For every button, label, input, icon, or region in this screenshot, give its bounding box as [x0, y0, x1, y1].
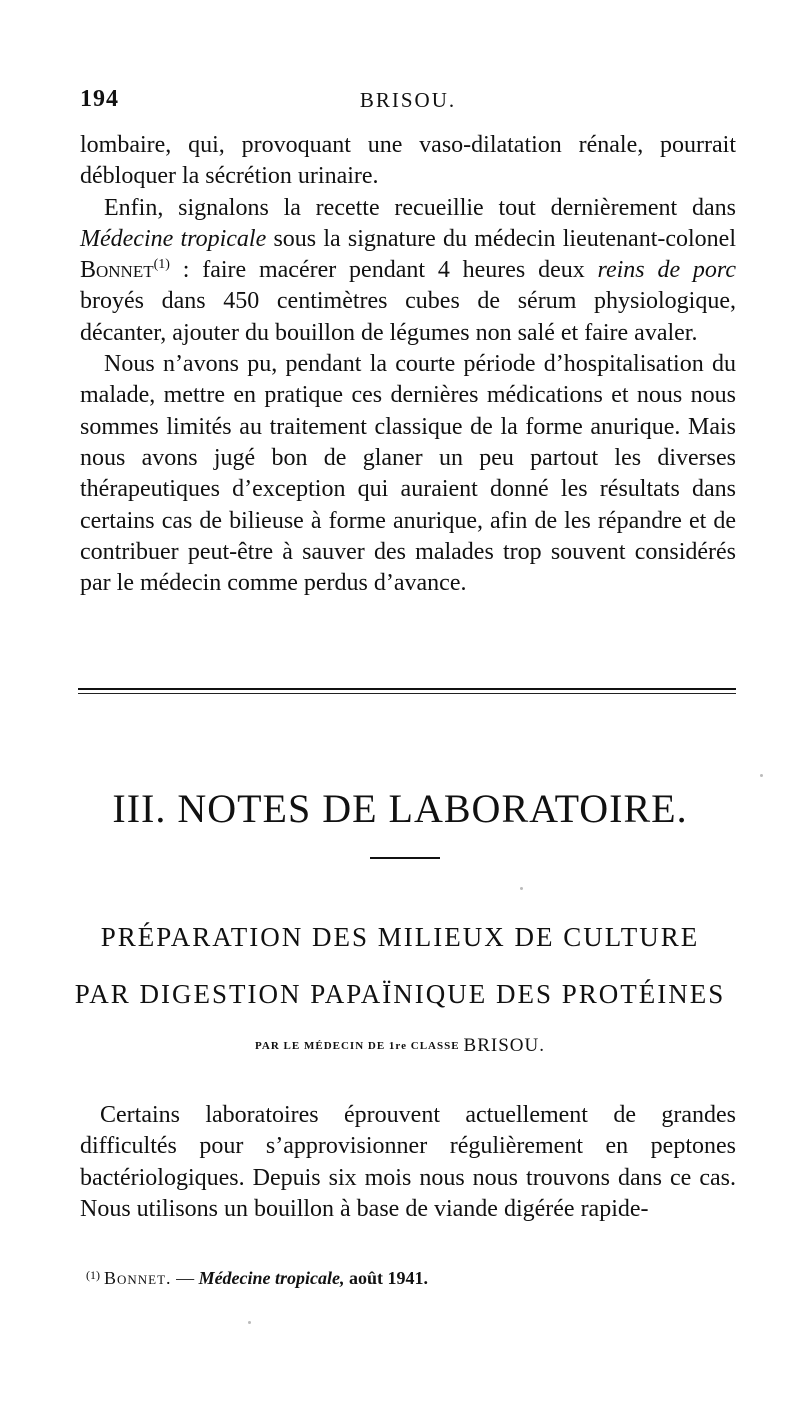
page-header	[80, 86, 736, 120]
byline-prefix: PAR LE MÉDECIN DE 1re CLASSE	[255, 1040, 460, 1052]
byline-author: BRISOU.	[463, 1035, 545, 1056]
article-title-line-1: PRÉPARATION DES MILIEUX DE CULTURE	[100, 922, 700, 952]
journal-title-italic: Médecine tropicale	[80, 225, 267, 252]
footnote-marker: (1)	[86, 1268, 100, 1282]
article-paragraph: Certains laboratoires éprouvent actuellement de grandes difficultés pour s’approvisionner régulièrement en peptones bactériologiques. Depuis six mois nous nous trouvons dans ce cas. Nous utilisons un bouillon à base de viande digérée rapide-	[80, 1102, 736, 1222]
article-body	[80, 1100, 736, 1225]
author-name: Bonnet	[80, 257, 154, 284]
section-title: III. NOTES DE LABORATOIRE.	[112, 786, 688, 831]
footnote-reference: (1)	[153, 257, 170, 273]
title-ornament-rule	[370, 857, 440, 859]
running-head: BRISOU.	[359, 88, 457, 112]
footnote-date: août 1941.	[349, 1268, 429, 1288]
scan-speck	[520, 887, 523, 890]
paragraph-bonnet-recipe: Enfin, signalons la recette recueillie tout dernièrement dans Médecine tropicale sous la signature du médecin lieutenant-colonel Bonnet$^{(1)}$ : faire macérer pendant 4 heures deux reins de porc broyés dans 450 centimètres cubes de sérum physiologique, décanter, ajouter du bouillon de légumes non salé et faire avaler.	[80, 194, 737, 346]
scan-speck	[248, 1321, 251, 1324]
footnote	[86, 1268, 736, 1289]
paragraph-continuation: lombaire, qui, provoquant une vaso-dilatation rénale, pourrait débloquer la sécrétion urinaire.	[80, 132, 736, 190]
body-text-top	[80, 130, 736, 599]
page-number: 194	[80, 86, 119, 112]
scan-speck	[760, 774, 763, 777]
section-divider-rule	[78, 688, 736, 690]
footnote-dash: —	[171, 1268, 199, 1288]
section-divider-rule-thin	[78, 693, 736, 694]
article-byline	[0, 1035, 800, 1057]
paragraph-conclusion: Nous n’avons pu, pendant la courte période d’hospitalisation du malade, mettre en pratique ces dernières médications et nous nous sommes limités au traitement classique de la forme anurique. Mais nous avons jugé bon de glaner un peu partout les diverses thérapeutiques d’exception qui auraient donné les résultats dans certains cas de bilieuse à forme anurique, afin de les répandre et de contribuer peut-être à sauver des malades trop souvent considérés par le médecin comme perdus d’avance.	[80, 351, 736, 597]
footnote-journal: Médecine tropicale,	[198, 1268, 345, 1288]
footnote-author: Bonnet.	[104, 1268, 172, 1288]
italic-term: reins de porc	[597, 257, 737, 284]
article-title-line-2: PAR DIGESTION PAPAÏNIQUE DES PROTÉINES	[74, 979, 726, 1009]
